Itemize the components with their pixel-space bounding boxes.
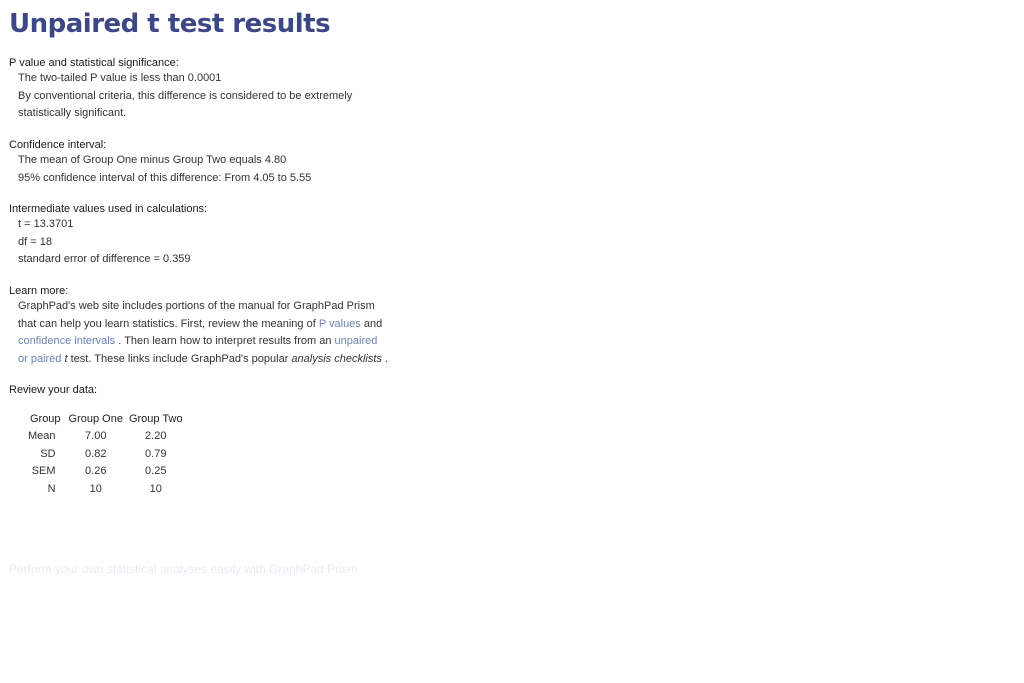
mean-difference-line: The mean of Group One minus Group Two equals 4.80 [18, 154, 287, 166]
learn-more-line: GraphPad's web site includes portions of the manual for GraphPad Prism [18, 300, 375, 312]
learn-more-text: and [360, 317, 383, 330]
column-header: Group Two [128, 412, 183, 425]
row-label: SD [40, 447, 56, 460]
unpaired-link[interactable]: unpaired [334, 335, 378, 347]
table-row [25, 428, 186, 446]
confidence-interval-section [9, 138, 429, 187]
review-data-section [9, 383, 429, 397]
graphpad-prism-link[interactable]: Perform your own statistical analyses easily with GraphPad Prism [9, 562, 358, 576]
row-label: Mean [28, 430, 56, 443]
t-letter: t [61, 352, 68, 365]
learn-more-text: test. These links include GraphPad's popular [67, 352, 292, 365]
analysis-checklists-text: analysis checklists [291, 352, 382, 365]
ci-line: 95% confidence interval of this difference: From 4.05 to 5.55 [18, 171, 312, 184]
p-value-line: The two-tailed P value is less than 0.0001 [18, 72, 222, 84]
t-value-line: t = 13.3701 [18, 218, 74, 230]
significance-line-cont: statistically significant. [18, 107, 127, 119]
section-heading: Review your data: [9, 384, 98, 396]
p-value-section [9, 56, 429, 123]
section-heading: P value and statistical significance: [9, 57, 179, 69]
df-line: df = 18 [18, 235, 52, 248]
page-title: Unpaired t test results [9, 9, 331, 39]
significance-line: By conventional criteria, this difference is considered to be extremely [18, 89, 353, 102]
table-header-row [25, 410, 186, 428]
learn-more-text: . Then learn how to interpret results from an [115, 335, 335, 347]
table-row [25, 480, 186, 498]
learn-more-section [9, 284, 429, 368]
learn-more-line [9, 333, 429, 351]
row-label: SEM [31, 465, 56, 478]
group-two-value: 0.79 [145, 447, 167, 460]
group-two-value: 0.25 [145, 465, 167, 478]
learn-more-text: that can help you learn statistics. First, review the meaning of [18, 317, 319, 330]
learn-more-text: . [381, 352, 389, 365]
intermediate-values-section [9, 202, 429, 269]
section-heading: Confidence interval: [9, 139, 107, 151]
paired-link[interactable]: or paired [18, 352, 62, 365]
column-header: Group One [68, 412, 123, 425]
learn-more-line [9, 316, 429, 334]
confidence-intervals-link[interactable]: confidence intervals [18, 335, 116, 347]
group-two-value: 10 [149, 482, 162, 495]
column-header: Group [29, 412, 61, 425]
group-one-value: 7.00 [85, 430, 107, 443]
section-heading: Learn more: [9, 285, 69, 297]
group-one-value: 0.26 [85, 465, 107, 478]
table-row [25, 445, 186, 463]
row-label: N [47, 482, 56, 495]
group-one-value: 0.82 [85, 447, 107, 460]
section-heading: Intermediate values used in calculations: [9, 203, 208, 215]
std-error-line: standard error of difference = 0.359 [18, 253, 191, 265]
p-values-link[interactable]: P values [318, 317, 361, 330]
group-two-value: 2.20 [145, 430, 167, 443]
group-one-value: 10 [89, 482, 102, 495]
table-row [25, 463, 186, 481]
learn-more-line [9, 351, 429, 369]
data-summary-table [25, 410, 186, 498]
